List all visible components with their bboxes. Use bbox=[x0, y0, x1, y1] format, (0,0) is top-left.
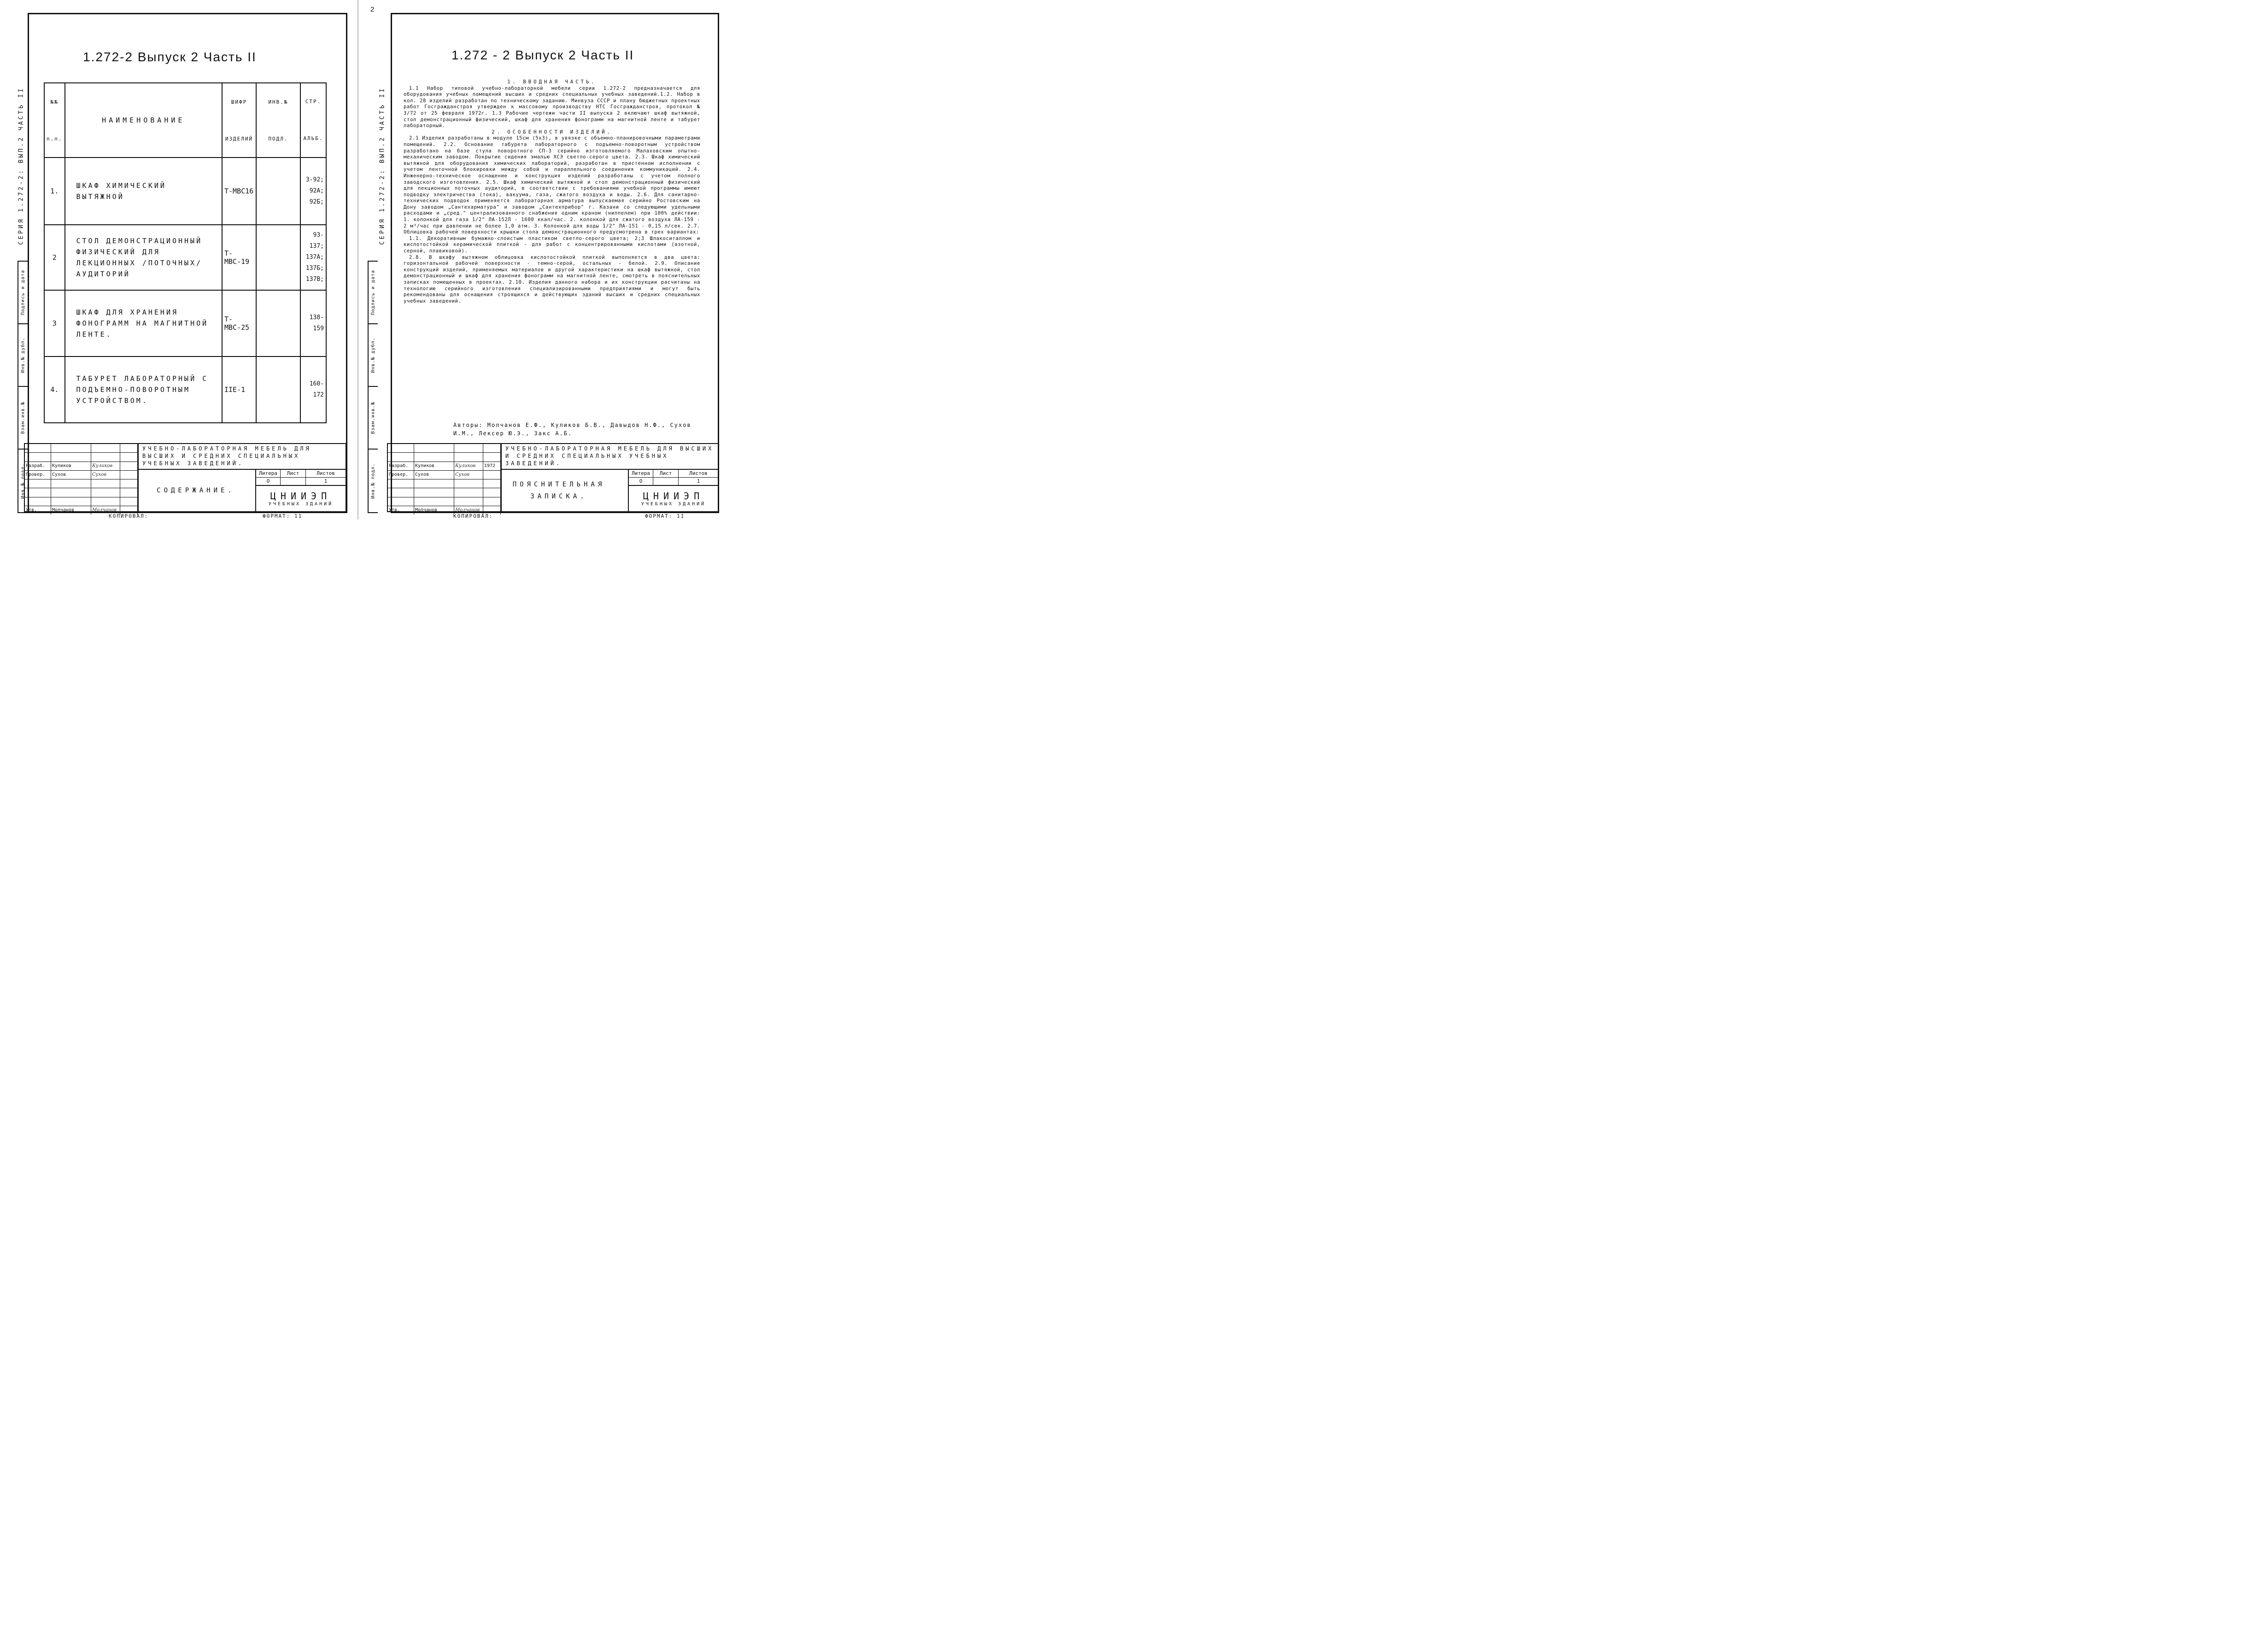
strip-cell: Взам.инв.№ bbox=[369, 387, 378, 450]
series-vertical-label: СЕРИЯ 1.272-2: ВЫП.2 ЧАСТЬ II bbox=[379, 87, 386, 245]
strip-cell: Взам.инв.№ bbox=[18, 387, 28, 450]
cell-num: 2 bbox=[44, 225, 65, 290]
series-vertical-label: СЕРИЯ 1.272-2: ВЫП.2 ЧАСТЬ II bbox=[18, 87, 25, 245]
approval-row: Разраб. Куликов Куликов 1972 bbox=[388, 462, 501, 471]
approval-row bbox=[25, 444, 138, 453]
cell-code: Т-МВС-19 bbox=[222, 225, 256, 290]
cell-page: 138-159 bbox=[300, 290, 326, 356]
cell-page: 3-92; 92А; 92Б; bbox=[300, 158, 326, 225]
organization-name: ЦНИИЭП bbox=[270, 491, 332, 502]
contents-table bbox=[44, 82, 327, 423]
paragraph: 1.1. Декоративным бумажно-слоистым пластиком светло-серого цвета; 2;3 Шлакоситаллом и кислотостойкой керамической плиткой - для работ с концентрированными кислотами (азотной, серной, плавиковой). bbox=[404, 235, 700, 254]
format-label: ФОРМАТ: 11 bbox=[263, 513, 303, 519]
table-row bbox=[44, 290, 326, 356]
strip-cell: Инв.№ подл. bbox=[370, 463, 376, 499]
cell-num: 4. bbox=[44, 356, 65, 423]
organization-subtitle: УЧЕБНЫХ ЗДАНИЙ bbox=[268, 502, 334, 507]
approval-row: Утв. Молчанов Молчанов bbox=[388, 506, 501, 514]
cell-name: СТОЛ ДЕМОНСТРАЦИОННЫЙ ФИЗИЧЕСКИЙ ДЛЯ ЛЕКЦИОННЫХ /ПОТОЧНЫХ/ АУДИТОРИЙ bbox=[65, 225, 223, 290]
cell-inv bbox=[256, 356, 300, 423]
cell-code: IIЕ-1 bbox=[222, 356, 256, 423]
table-row bbox=[44, 225, 326, 290]
sheet-info: Литера Лист Листов О 1 ЦНИИЭП УЧЕБНЫХ ЗДАНИЙ bbox=[255, 470, 346, 511]
table-row bbox=[44, 158, 326, 225]
organization-name: ЦНИИЭП bbox=[643, 491, 704, 502]
paragraph: 2.8. В шкафу вытяжном облицовка кислотостойкой плиткой выполняется в два цвета: горизонтальной рабочей поверхности - темно-серой, остальных - белой. 2.9. Описание конструкций изделий, применяемых материалов и другой характеристики на шкаф вытяжной, стол демонстрационный и шкаф для хранения фонограмм на магнитной ленте, смотреть в пояснительных записках помещенных в проектах. 2.10. Изделия данного набора и их конструкции расчитаны на технологию серийного изготовления специализированными предприятиями и могут быть рекомендованы для оснащения строящихся и действующих зданий высших и средних специальных учебных заведений. bbox=[404, 254, 700, 304]
cell-inv bbox=[256, 158, 300, 225]
cell-code: Т-МВС16 bbox=[222, 158, 256, 225]
table-header-row bbox=[44, 83, 326, 158]
contents-sheet bbox=[0, 0, 355, 520]
sheet-count: 1 bbox=[697, 478, 700, 484]
page-number: 2 bbox=[370, 6, 375, 13]
col-header-name: НАИМЕНОВАНИЕ bbox=[65, 83, 223, 158]
course-title: УЧЕБНО-ЛАБОРАТОРНАЯ МЕБЕЛЬ ДЛЯ ВЫСШИХ И СРЕДНИХ СПЕЦИАЛЬНЫХ УЧЕБНЫХ ЗАВЕДЕНИЙ. bbox=[138, 444, 346, 470]
format-label: ФОРМАТ: 11 bbox=[645, 513, 685, 519]
strip-cell: Инв.№ дубл. bbox=[18, 324, 28, 387]
paragraph: 2.1 Изделия разработаны в модуле 15см (5x3), в увязке с объемно-планировочными параметрами помещений. 2.2. Основание табурета лабораторного с подъемно-поворотным устройством разработано на базе стула поворотного СП-3 серийно изготовляемого Малаховским опытно-механическим заводом. Покрытие сидения эмалью ХСЭ светло-серого цвета. 2.3. Шкаф химический вытяжной для оборудования химических лабораторий, разработан в пристенном исполнении с учетом ленточной блокировки между собой и параллельного соединения коммуникаций. 2.4. Инженерно-техническое оснащение и конструкция изделий разработаны с учетом полного заводского изготовления. 2.5. Шкаф химический вытяжной и стол демонстрационный физический для лекционных поточных аудиторий, в соответствии с требованиями учебной программы имеют подводку электричества (тока), вакуума, газа, сжатого воздуха и воды. 2.6. Для санитарно-технических подводок применяется лабораторная арматура выпускаемая серийно Ростовским на Дону заводом „Сантехарматура" и заводом „Сантехприбор" г. Казани со следующими удельными расходами и „сред." централизованного снабжения одним краном (ниппелем) при 100% действии: 1. колонкой для газа 1/2" ЛА-152Л - 1600 ккал/час. 2. колонкой для сжатого воздуха ЛА-159 - 2 м³/час при давлении не более 1,0 атм. 3. Колонкой для воды 1/2" ЛА-151 - 0,15 л/сек. 2.7. Облицовка рабочей поверхности крышки стола демонстрационного предусмотрена в трех вариантах: bbox=[404, 135, 700, 235]
approval-row: Утв. Молчанов Молчанов bbox=[25, 506, 138, 514]
course-title: УЧЕБНО-ЛАБОРАТОРНАЯ МЕБЕЛЬ ДЛЯ ВЫСШИХ И СРЕДНИХ СПЕЦИАЛЬНЫХ УЧЕБНЫХ ЗАВЕДЕНИЙ. bbox=[501, 444, 718, 470]
title-block bbox=[24, 443, 346, 512]
cell-num: 3 bbox=[44, 290, 65, 356]
strip-cell: Инв.№ дубл. bbox=[369, 324, 378, 387]
explanatory-note-text bbox=[404, 79, 700, 304]
table-row bbox=[44, 356, 326, 423]
approval-row bbox=[25, 488, 138, 497]
section-heading: 1. ВВОДНАЯ ЧАСТЬ. bbox=[507, 79, 597, 85]
approval-row: Провер. Сухов Сухов bbox=[25, 471, 138, 479]
approval-row bbox=[388, 453, 501, 462]
sheet-title: ПОЯСНИТЕЛЬНАЯ ЗАПИСКА. bbox=[501, 470, 616, 511]
cell-inv bbox=[256, 225, 300, 290]
sheet-number bbox=[281, 478, 306, 485]
sheet-title: СОДЕРЖАНИЕ. bbox=[138, 470, 253, 511]
approval-row bbox=[388, 444, 501, 453]
cell-page: 93-137; 137А; 137Б; 137В; bbox=[300, 225, 326, 290]
cell-name: ШКАФ ДЛЯ ХРАНЕНИЯ ФОНОГРАММ НА МАГНИТНОЙ ЛЕНТЕ. bbox=[65, 290, 223, 356]
organization-subtitle: УЧЕБНЫХ ЗДАНИЙ bbox=[641, 502, 706, 507]
copied-by-label: КОПИРОВАЛ: bbox=[109, 513, 149, 519]
strip-cell: Подпись и дата bbox=[18, 262, 28, 324]
approval-row bbox=[25, 497, 138, 506]
cell-name: ТАБУРЕТ ЛАБОРАТОРНЫЙ С ПОДЪЕМНО-ПОВОРОТНЫМ УСТРОЙСТВОМ. bbox=[65, 356, 223, 423]
authors-list: Авторы: Молчанов Е.Ф., Куликов Б.В., Давыдов Н.Ф., Сухов И.М., Лексер Ю.Э., Закс А.Б. bbox=[453, 422, 692, 437]
approval-row bbox=[388, 479, 501, 488]
title-block bbox=[387, 443, 719, 512]
strip-cell: Подпись и дата bbox=[369, 262, 378, 324]
sheet-count: 1 bbox=[324, 478, 328, 484]
sheet-number bbox=[653, 478, 679, 485]
approval-row: Провер. Сухов Сухов bbox=[388, 471, 501, 479]
page-title: 1.272-2 Выпуск 2 Часть II bbox=[83, 50, 257, 64]
approval-row bbox=[388, 488, 501, 497]
approval-row bbox=[25, 453, 138, 462]
approval-grid bbox=[388, 444, 501, 511]
page-title: 1.272 - 2 Выпуск 2 Часть II bbox=[451, 48, 634, 62]
copied-by-label: КОПИРОВАЛ: bbox=[453, 513, 493, 519]
col-header-inv: ИНВ.№ ПОДЛ. bbox=[256, 83, 300, 158]
cell-inv bbox=[256, 290, 300, 356]
sheet-info: Литера Лист Листов О 1 ЦНИИЭП УЧЕБНЫХ ЗДАНИЙ bbox=[628, 470, 718, 511]
cell-page: 160-172 bbox=[300, 356, 326, 423]
page-divider bbox=[357, 0, 359, 520]
cell-code: Т-МВС-25 bbox=[222, 290, 256, 356]
col-header-num: №№ п.п. bbox=[44, 83, 65, 158]
litera-value: О bbox=[629, 478, 653, 485]
litera-value: О bbox=[256, 478, 281, 485]
col-header-code: ШИФР ИЗДЕЛИЙ bbox=[222, 83, 256, 158]
signature-strip bbox=[368, 261, 378, 513]
explanatory-note-sheet bbox=[361, 0, 722, 520]
approval-row: Разраб. Куликов Куликов bbox=[25, 462, 138, 471]
paragraph: 1.1 Набор типовой учебно-лабораторной мебели серии 1.272-2 предназначается для оборудования учебных помещений высших и средних специальных учебных заведений.1.2. Набор в кол. 28 изделий разработан по техническому заданию. Минвуза СССР и плану бюджетных проектных работ Госгражданстроя утвержден к массовому производству НТС Госгражданстроя, протокол № 3/72 от 25 февраля 1972г. 1.3 Рабочие чертежи части II выпуска 2 включают шкаф вытяжной, стол демонстрационный физический, шкаф для хранения фонограмм на магнитной ленте и табурет лабораторный. bbox=[404, 85, 700, 129]
approval-row bbox=[388, 497, 501, 506]
cell-num: 1. bbox=[44, 158, 65, 225]
section-heading: 2. ОСОБЕННОСТИ ИЗДЕЛИЙ. bbox=[492, 129, 612, 135]
strip-cell: Инв.№ подл. bbox=[20, 463, 26, 499]
col-header-page: СТР. АЛЬБ. bbox=[300, 83, 326, 158]
approval-grid bbox=[25, 444, 138, 511]
approval-row bbox=[25, 479, 138, 488]
cell-name: ШКАФ ХИМИЧЕСКИЙ ВЫТЯЖНОЙ bbox=[65, 158, 223, 225]
